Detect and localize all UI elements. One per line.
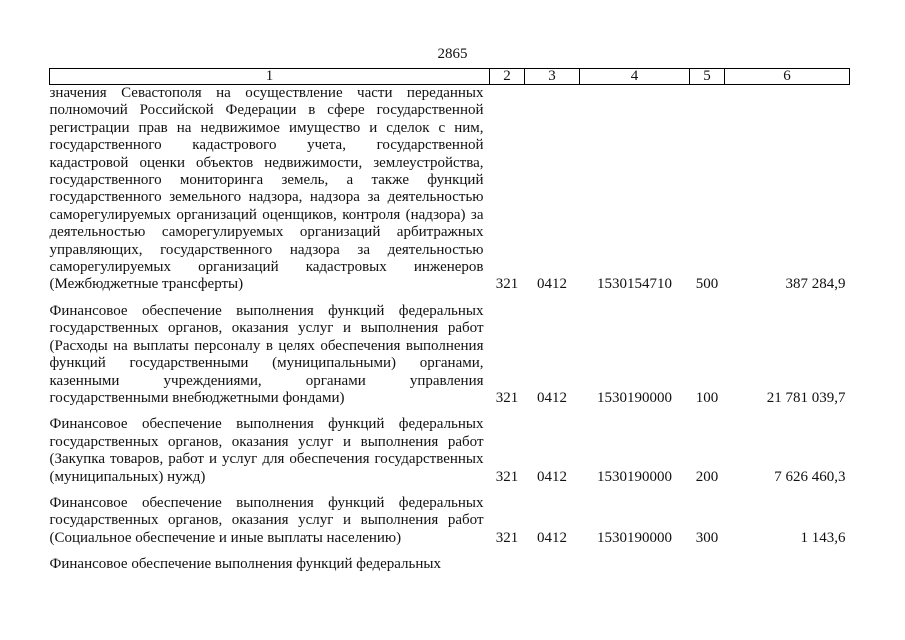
row-section-code: 0412 (537, 468, 567, 485)
row-target-code: 1530154710 (597, 276, 672, 293)
row-ministry-code: 321 (495, 276, 519, 293)
row-ministry-code (490, 547, 525, 573)
table-row (50, 294, 850, 407)
row-section-code (525, 547, 580, 573)
table-body (50, 85, 850, 574)
budget-table (49, 68, 850, 574)
header-col-3: 3 (525, 69, 580, 85)
header-row (50, 69, 850, 85)
row-description: Финансовое обеспечение выполнения функций федеральных государственных органов, оказания услуг и выполнения работ (Закупка товаров, работ и услуг для обеспечения государственных (муниципальных) нужд) (49, 416, 484, 485)
row-ministry-code: 321 (495, 529, 519, 546)
row-amount: 21 781 039,7 (766, 389, 846, 406)
row-expense-type: 200 (695, 468, 719, 485)
table-header (50, 69, 850, 85)
header-col-5: 5 (690, 69, 725, 85)
table-row (50, 85, 850, 294)
row-amount: 387 284,9 (785, 276, 846, 293)
page-number: 2865 (437, 46, 468, 62)
row-amount: 1 143,6 (800, 529, 846, 546)
row-description: значения Севастополя на осуществление части переданных полномочий Российской Федерации в сфере государственной регистрации прав на недвижимое имущество и сделок с ним, государственного кадастрового учета, государственной кадастровой оценки объектов недвижимости, землеустройства, государственного мониторинга земель, а также функций государственного земельного надзора, надзора за деятельностью саморегулируемых организаций оценщиков, контроля (надзора) за деятельностью саморегулируемых организаций арбитражных управляющих, государственного надзора за деятельностью саморегулируемых организаций кадастровых инженеров (Межбюджетные трансферты) (49, 85, 484, 293)
header-col-1: 1 (50, 69, 490, 85)
table-row (50, 547, 850, 573)
header-col-4: 4 (580, 69, 690, 85)
row-section-code: 0412 (537, 389, 567, 406)
row-expense-type (690, 547, 725, 573)
row-expense-type: 100 (695, 389, 719, 406)
row-ministry-code: 321 (495, 389, 519, 406)
row-expense-type: 500 (695, 276, 719, 293)
row-description: Финансовое обеспечение выполнения функций федеральных (49, 556, 441, 573)
row-target-code: 1530190000 (597, 529, 672, 546)
row-description: Финансовое обеспечение выполнения функций федеральных государственных органов, оказания услуг и выполнения работ (Социальное обеспечение и иные выплаты населению) (49, 494, 484, 546)
row-amount (725, 547, 850, 573)
table-row (50, 407, 850, 486)
header-col-2: 2 (490, 69, 525, 85)
row-expense-type: 300 (695, 529, 719, 546)
row-ministry-code: 321 (495, 468, 519, 485)
row-target-code (580, 547, 690, 573)
row-target-code: 1530190000 (597, 468, 672, 485)
row-section-code: 0412 (537, 276, 567, 293)
header-col-6: 6 (725, 69, 850, 85)
row-description: Финансовое обеспечение выполнения функций федеральных государственных органов, оказания услуг и выполнения работ (Расходы на выплаты персоналу в целях обеспечения выполнения функций государственными (муниципальными) органами, казенными учреждениями, органами управления государственными внебюджетными фондами) (49, 302, 484, 406)
row-amount: 7 626 460,3 (774, 468, 846, 485)
row-section-code: 0412 (537, 529, 567, 546)
table-row (50, 486, 850, 547)
row-target-code: 1530190000 (597, 389, 672, 406)
